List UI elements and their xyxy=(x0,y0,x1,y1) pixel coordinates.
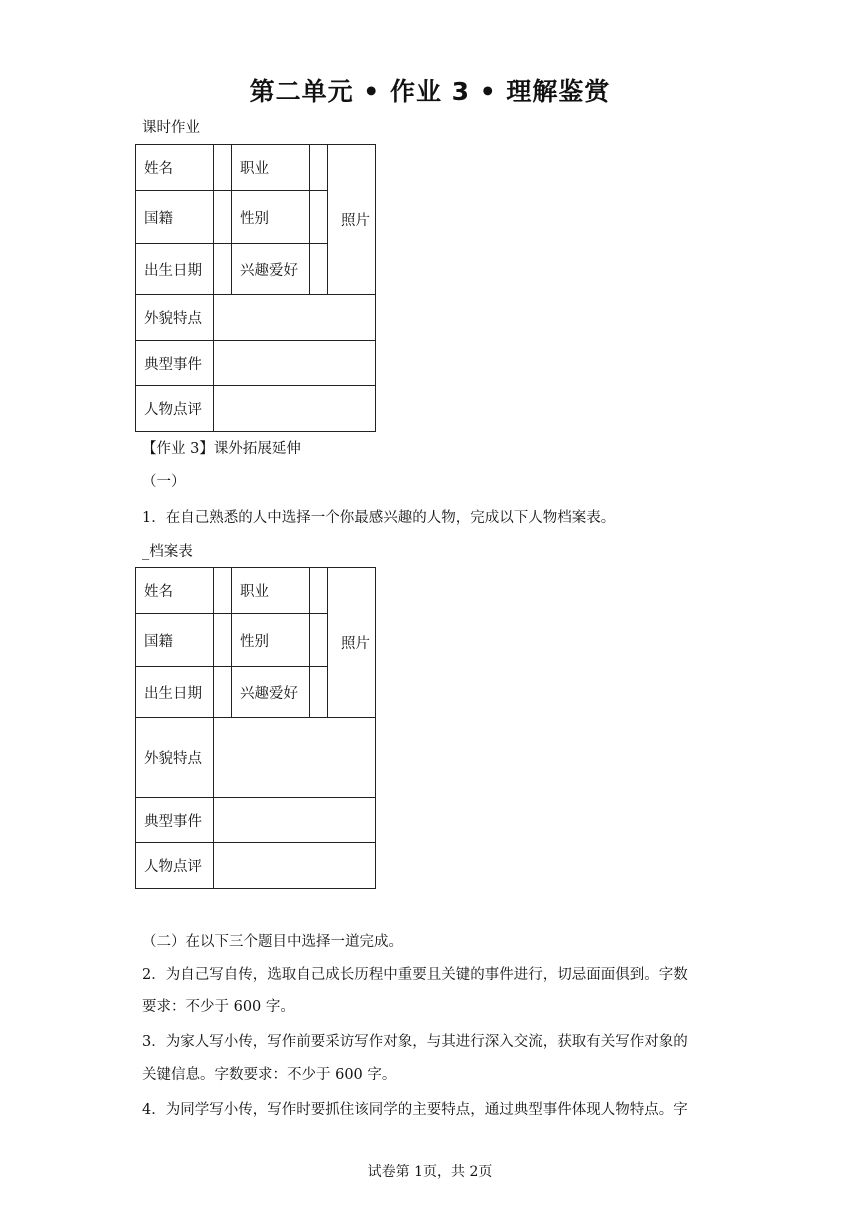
profile-table-2 xyxy=(135,567,376,889)
archive-label: _档案表 xyxy=(142,544,193,560)
field-comment[interactable] xyxy=(214,843,376,889)
field-nationality[interactable] xyxy=(214,191,232,244)
field-hobby[interactable] xyxy=(310,667,328,718)
label-comment: 人物点评 xyxy=(136,386,214,432)
assignment-heading: 【作业 3】课外拓展延伸 xyxy=(142,441,301,457)
field-nationality[interactable] xyxy=(214,614,232,667)
field-comment[interactable] xyxy=(214,386,376,432)
label-events: 典型事件 xyxy=(136,341,214,386)
photo-cell: 照片 xyxy=(328,568,376,718)
field-appearance[interactable] xyxy=(214,718,376,798)
field-events[interactable] xyxy=(214,798,376,843)
label-name: 姓名 xyxy=(136,145,214,191)
page-footer: 试卷第 1页，共 2页 xyxy=(367,1164,493,1180)
profile-table-1 xyxy=(135,144,376,432)
field-events[interactable] xyxy=(214,341,376,386)
label-gender: 性别 xyxy=(232,614,310,667)
field-appearance[interactable] xyxy=(214,295,376,341)
field-name[interactable] xyxy=(214,145,232,191)
label-birthdate: 出生日期 xyxy=(136,244,214,295)
question-1: 1．在自己熟悉的人中选择一个你最感兴趣的人物，完成以下人物档案表。 xyxy=(142,510,616,526)
label-gender: 性别 xyxy=(232,191,310,244)
label-nationality: 国籍 xyxy=(136,191,214,244)
question-2-line-2: 要求：不少于 600 字。 xyxy=(142,999,295,1015)
field-occupation[interactable] xyxy=(310,145,328,191)
field-occupation[interactable] xyxy=(310,568,328,614)
section-label-homework: 课时作业 xyxy=(142,120,200,136)
question-4-line-1: 4．为同学写小传，写作时要抓住该同学的主要特点，通过典型事件体现人物特点。字 xyxy=(142,1102,688,1118)
field-birthdate[interactable] xyxy=(214,244,232,295)
question-3-line-2: 关键信息。字数要求：不少于 600 字。 xyxy=(142,1067,397,1083)
field-name[interactable] xyxy=(214,568,232,614)
label-comment: 人物点评 xyxy=(136,843,214,889)
label-events: 典型事件 xyxy=(136,798,214,843)
part-one-label: （一） xyxy=(142,474,186,490)
part-two-instruction: （二）在以下三个题目中选择一道完成。 xyxy=(142,934,403,950)
label-hobby: 兴趣爱好 xyxy=(232,667,310,718)
field-birthdate[interactable] xyxy=(214,667,232,718)
field-hobby[interactable] xyxy=(310,244,328,295)
label-name: 姓名 xyxy=(136,568,214,614)
label-appearance: 外貌特点 xyxy=(136,718,214,798)
question-2-line-1: 2．为自己写自传，选取自己成长历程中重要且关键的事件进行，切忌面面俱到。字数 xyxy=(142,967,688,983)
photo-cell: 照片 xyxy=(328,145,376,295)
label-birthdate: 出生日期 xyxy=(136,667,214,718)
label-occupation: 职业 xyxy=(232,145,310,191)
label-appearance: 外貌特点 xyxy=(136,295,214,341)
label-occupation: 职业 xyxy=(232,568,310,614)
field-gender[interactable] xyxy=(310,614,328,667)
page-title: 第二单元 • 作业 3 • 理解鉴赏 xyxy=(249,77,611,106)
label-hobby: 兴趣爱好 xyxy=(232,244,310,295)
question-3-line-1: 3．为家人写小传，写作前要采访写作对象，与其进行深入交流，获取有关写作对象的 xyxy=(142,1034,688,1050)
label-nationality: 国籍 xyxy=(136,614,214,667)
field-gender[interactable] xyxy=(310,191,328,244)
